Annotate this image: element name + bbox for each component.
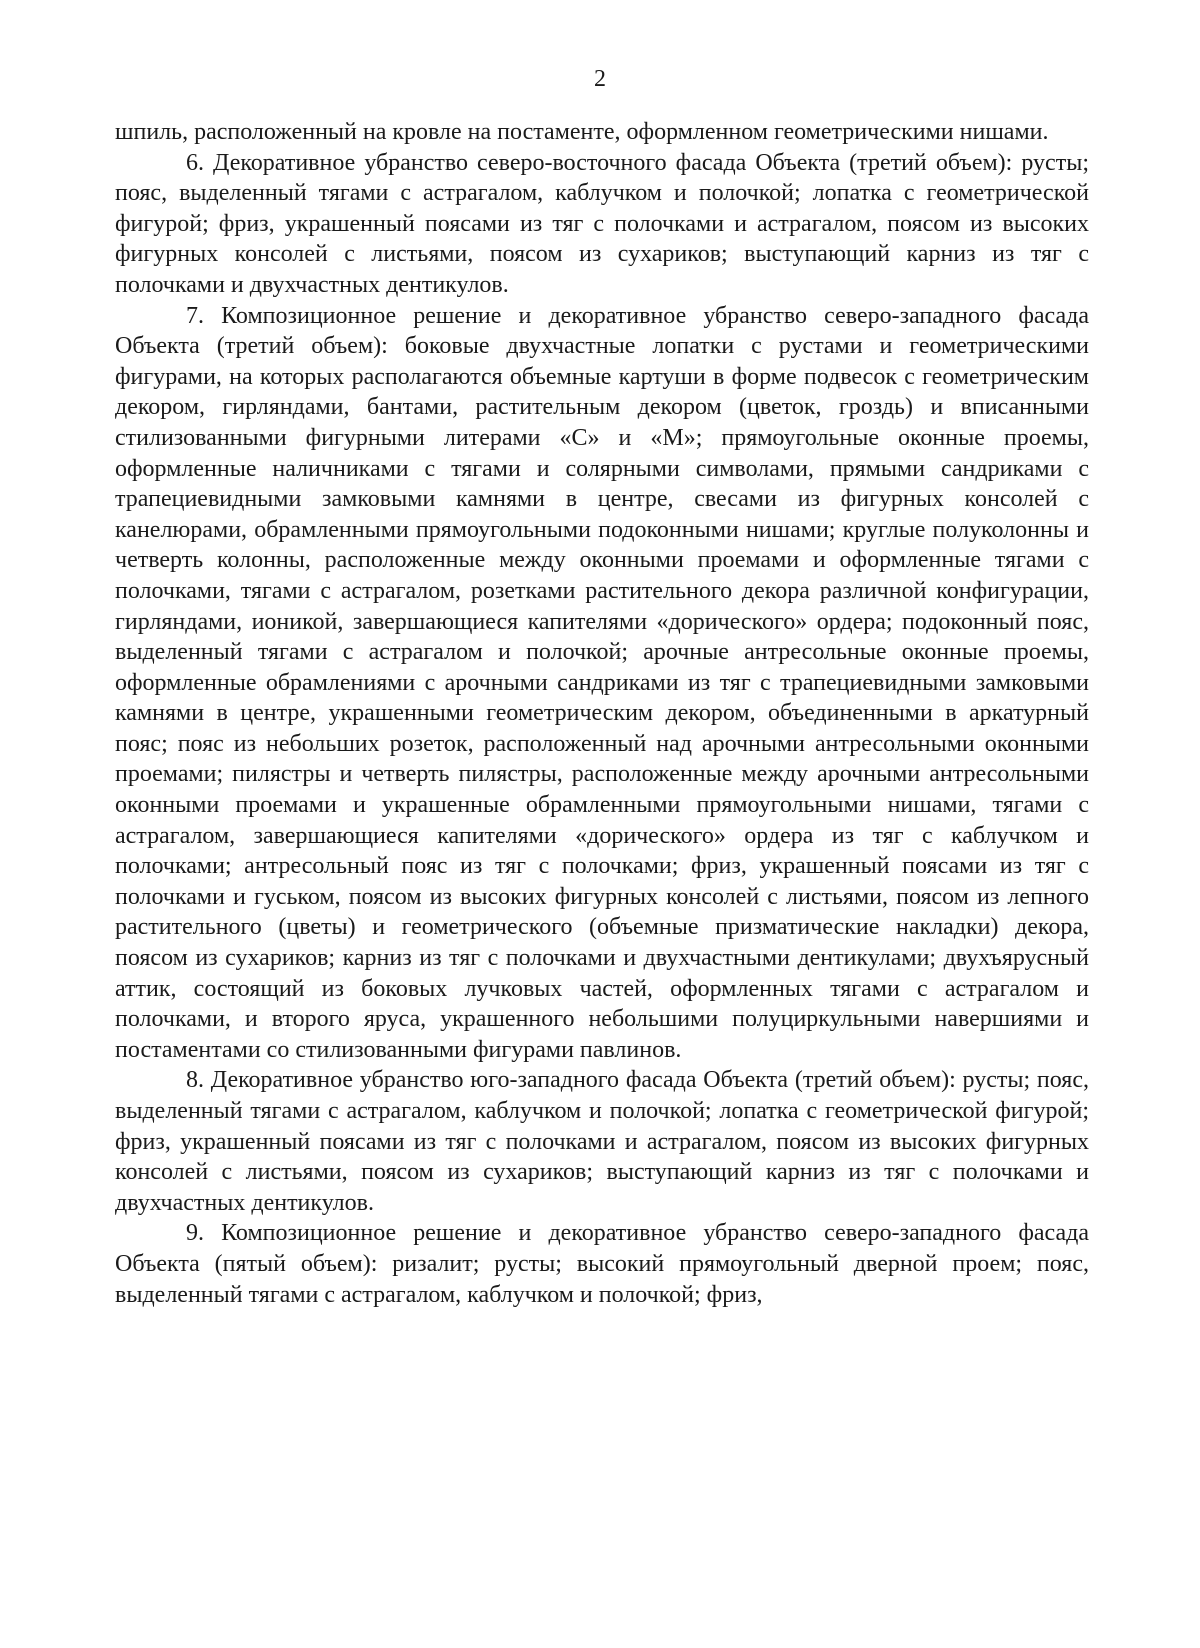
paragraph-item-7: 7. Композиционное решение и декоративное убранство северо-западного фасада Объекта (третий объем): боковые двухчастные лопатки с рустами и геометрическими фигурами, на которых располагаются объемные картуши в форме подвесок с геометрическим декором, гирляндами, бантами, растительным декором (цветок, гроздь) и вписанными стилизованными фигурными литерами «С» и «М»; прямоугольные оконные проемы, оформленные наличниками с тягами и солярными символами, прямыми сандриками с трапециевидными замковыми камнями в центре, свесами из фигурных консолей с канелюрами, обрамленными прямоугольными подоконными нишами; круглые полуколонны и четверть колонны, расположенные между оконными проемами и оформленные тягами с полочками, тягами с астрагалом, розетками растительного декора различной конфигурации, гирляндами, ионикой, завершающиеся капителями «дорического» ордера; подоконный пояс, выделенный тягами с астрагалом и полочкой; арочные антресольные оконные проемы, оформленные обрамлениями с арочными сандриками из тяг с трапециевидными замковыми камнями в центре, украшенными геометрическим декором, объединенными в аркатурный пояс; пояс из небольших розеток, расположенный над арочными антресольными оконными проемами; пилястры и четверть пилястры, расположенные между арочными антресольными оконными проемами и украшенные обрамленными прямоугольными нишами, тягами с астрагалом, завершающиеся капителями «дорического» ордера из тяг с каблучком и полочками; антресольный пояс из тяг с полочками; фриз, украшенный поясами из тяг с полочками и гуськом, поясом из высоких фигурных консолей с листьями, поясом из лепного растительного (цветы) и геометрического (объемные призматические накладки) декора, поясом из сухариков; карниз из тяг с полочками и двухчастными дентикулами; двухъярусный аттик, состоящий из боковых лучковых частей, оформленных тягами с астрагалом и полочками, и второго яруса, украшенного небольшими полуциркульными навершиями и постаментами со стилизованными фигурами павлинов.: [115, 302, 1089, 1063]
paragraph-item-9: 9. Композиционное решение и декоративное убранство северо-западного фасада Объекта (пятый объем): ризалит; русты; высокий прямоугольный дверной проем; пояс, выделенный тягами с астрагалом, каблучком и полочкой; фриз,: [115, 1220, 1089, 1308]
paragraph-item-6: 6. Декоративное убранство северо-восточного фасада Объекта (третий объем): русты; пояс, выделенный тягами с астрагалом, каблучком и полочкой; лопатка с геометрической фигурой; фриз, украшенный поясами из тяг с полочками и астрагалом, поясом из высоких фигурных консолей с листьями, поясом из сухариков; выступающий карниз из тяг с полочками и двухчастных дентикулов.: [115, 149, 1089, 298]
page-number: 2: [594, 66, 606, 92]
paragraph-continuation: шпиль, расположенный на кровле на постаменте, оформленном геометрическими нишами.: [115, 119, 1049, 145]
document-body: [115, 117, 1089, 1310]
paragraph-item-8: 8. Декоративное убранство юго-западного фасада Объекта (третий объем): русты; пояс, выделенный тягами с астрагалом, каблучком и полочкой; лопатка с геометрической фигурой; фриз, украшенный поясами из тяг с полочками и астрагалом, поясом из высоких фигурных консолей с листьями, поясом из сухариков; выступающий карниз из тяг с полочками и двухчастных дентикулов.: [115, 1067, 1089, 1216]
